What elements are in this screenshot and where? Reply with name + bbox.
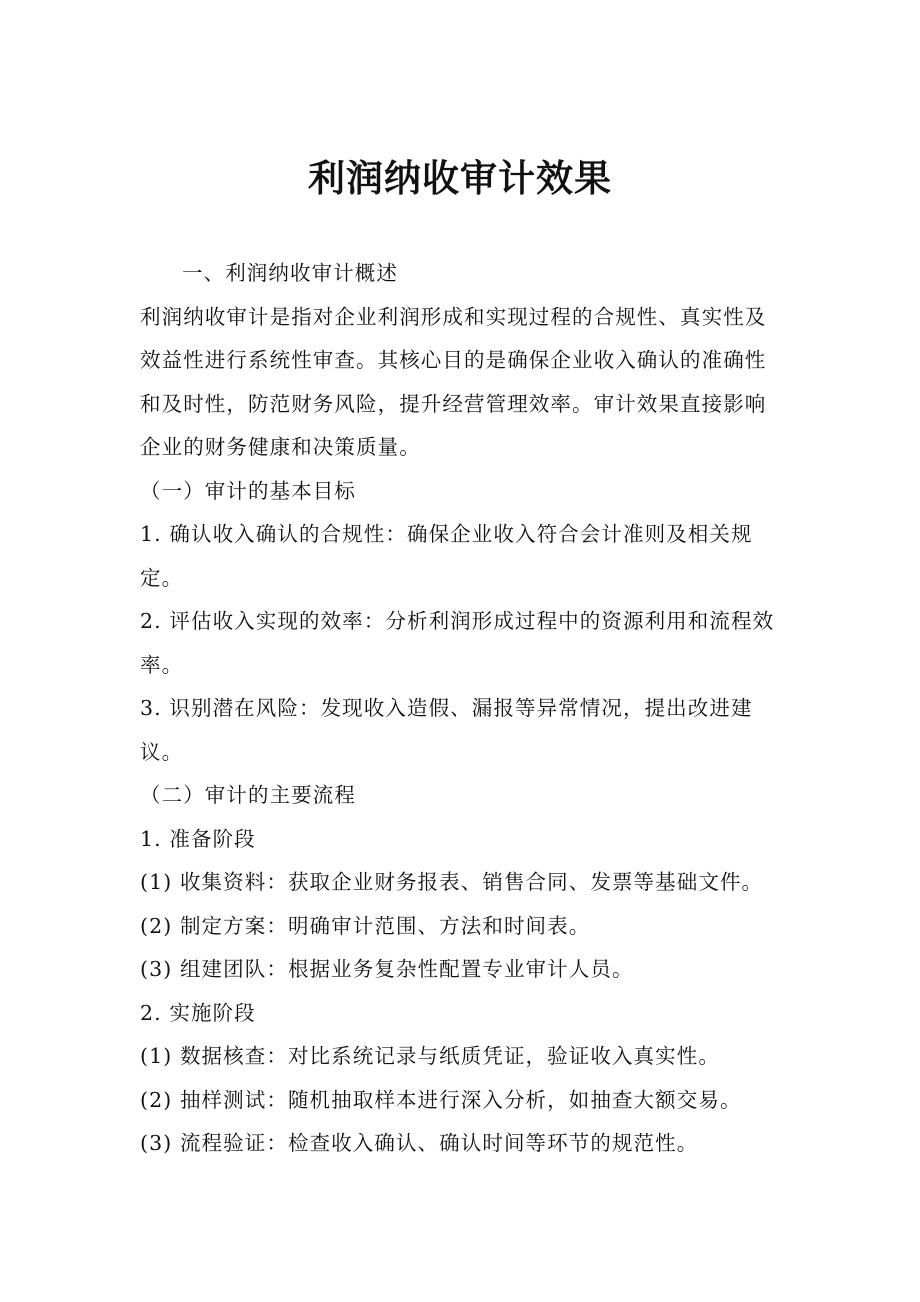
paragraph-line: 和及时性，防范财务风险，提升经营管理效率。审计效果直接影响 bbox=[140, 391, 767, 416]
paragraph-line: 利润纳收审计是指对企业利润形成和实现过程的合规性、真实性及 bbox=[140, 304, 767, 329]
paragraph-line: 企业的财务健康和决策质量。 bbox=[140, 435, 421, 459]
list-item-continuation: 率。 bbox=[140, 652, 184, 677]
paragraph-line: 效益性进行系统性审查。其核心目的是确保企业收入确认的准确性 bbox=[140, 348, 767, 372]
list-item-continuation: 定。 bbox=[140, 565, 184, 590]
list-item-continuation: 议。 bbox=[140, 739, 184, 764]
list-item: 1. 确认收入确认的合规性：确保企业收入符合会计准则及相关规 bbox=[140, 522, 753, 546]
list-item: 3. 识别潜在风险：发现收入造假、漏报等异常情况，提出改进建 bbox=[140, 696, 753, 720]
list-item: (1) 数据核查：对比系统记录与纸质凭证，验证收入真实性。 bbox=[140, 1044, 720, 1068]
list-item: (2) 制定方案：明确审计范围、方法和时间表。 bbox=[140, 913, 591, 938]
list-item: 2. 评估收入实现的效率：分析利润形成过程中的资源利用和流程效 bbox=[140, 609, 775, 633]
list-item: (1) 收集资料：获取企业财务报表、销售合同、发票等基础文件。 bbox=[140, 870, 764, 894]
list-item: (2) 抽样测试：随机抽取样本进行深入分析，如抽查大额交易。 bbox=[140, 1087, 742, 1112]
subsection-heading: （二）审计的主要流程 bbox=[140, 783, 356, 807]
document-title: 利润纳收审计效果 bbox=[308, 157, 612, 200]
list-item: (3) 组建团队：根据业务复杂性配置专业审计人员。 bbox=[140, 957, 634, 981]
stage-heading: 2. 实施阶段 bbox=[140, 1000, 256, 1025]
subsection-heading: （一）审计的基本目标 bbox=[140, 478, 356, 503]
stage-heading: 1. 准备阶段 bbox=[140, 826, 256, 851]
list-item: (3) 流程验证：检查收入确认、确认时间等环节的规范性。 bbox=[140, 1131, 699, 1155]
document-body bbox=[140, 252, 780, 1166]
section-heading: 一、利润纳收审计概述 bbox=[182, 261, 398, 285]
